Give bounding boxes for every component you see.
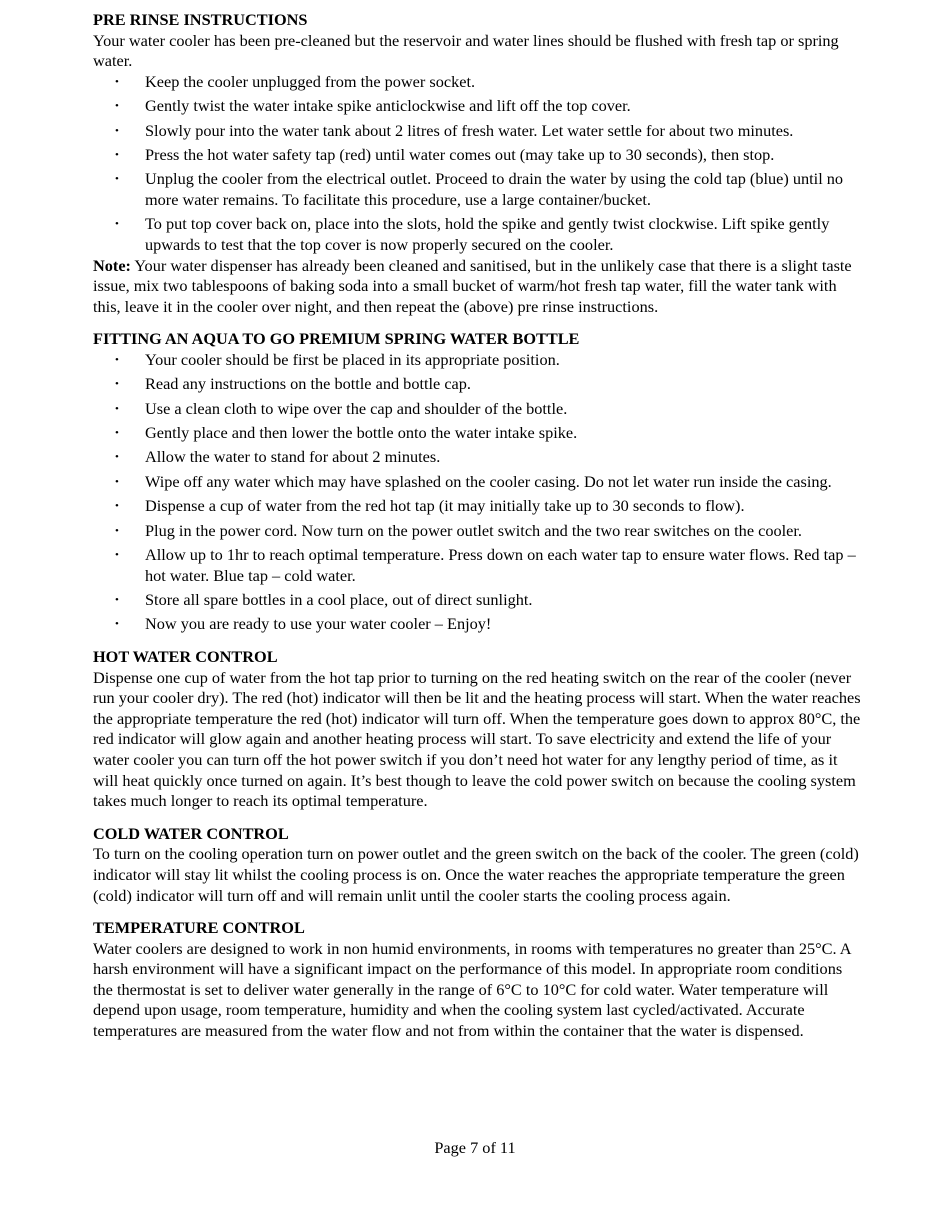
list-item (93, 169, 863, 210)
list-item-text: Allow the water to stand for about 2 minutes. (145, 447, 441, 467)
list-item (93, 545, 863, 586)
bullet-icon: • (115, 100, 119, 113)
bullet-icon: • (115, 148, 119, 161)
hot-water-section (93, 647, 863, 812)
list-item (93, 350, 863, 371)
bullet-icon: • (115, 173, 119, 186)
list-item-text: Store all spare bottles in a cool place, out of direct sunlight. (145, 590, 533, 609)
list-item (93, 447, 863, 468)
list-item-text: Slowly pour into the water tank about 2 litres of fresh water. Let water settle for about two minutes. (145, 120, 794, 140)
list-item (93, 121, 863, 142)
bullet-icon: • (115, 475, 119, 488)
bullet-icon: • (115, 549, 119, 562)
pre-rinse-list (93, 72, 863, 256)
bullet-icon: • (115, 594, 119, 606)
hot-water-heading: HOT WATER CONTROL (93, 646, 278, 666)
cold-water-section (93, 824, 863, 906)
temperature-heading: TEMPERATURE CONTROL (93, 918, 305, 938)
list-item (93, 374, 863, 395)
bullet-icon: • (115, 378, 119, 391)
list-item-text: To put top cover back on, place into the slots, hold the spike and gently twist clockwise. Lift spike gently upwards to test that the top cover is now properly secured on the cooler. (145, 214, 830, 254)
pre-rinse-section (93, 10, 863, 317)
bullet-icon: • (115, 402, 119, 415)
list-item-text: Wipe off any water which may have splashed on the cooler casing. Do not let water run inside the casing. (145, 471, 832, 491)
list-item (93, 72, 863, 93)
cold-water-body: To turn on the cooling operation turn on power outlet and the green switch on the back of the cooler. The green (cold) indicator will stay lit whilst the cooling process is on. Once the water reaches the appropriate temperature the green (cold) indicator will turn off and will remain unlit until the cooler starts the cooling process again. (93, 844, 859, 905)
cold-water-heading: COLD WATER CONTROL (93, 823, 289, 843)
bullet-icon: • (115, 524, 119, 537)
fitting-section (93, 329, 863, 635)
bullet-icon: • (115, 427, 119, 440)
list-item (93, 472, 863, 493)
note-label: Note: (93, 255, 131, 275)
page-number: Page 7 of 11 (434, 1138, 516, 1157)
bullet-icon: • (115, 451, 119, 464)
list-item-text: Now you are ready to use your water cooler – Enjoy! (145, 614, 492, 634)
list-item-text: Press the hot water safety tap (red) until water comes out (may take up to 30 seconds), then stop. (145, 144, 775, 164)
list-item-text: Plug in the power cord. Now turn on the power outlet switch and the two rear switches on the cooler. (145, 520, 802, 540)
list-item (93, 521, 863, 542)
pre-rinse-note (93, 256, 863, 318)
list-item-text: Gently place and then lower the bottle onto the water intake spike. (145, 423, 578, 443)
bullet-icon: • (115, 500, 119, 513)
fitting-heading: FITTING AN AQUA TO GO PREMIUM SPRING WATER BOTTLE (93, 329, 580, 349)
bullet-icon: • (115, 618, 119, 631)
bullet-icon: • (115, 124, 119, 137)
temperature-body: Water coolers are designed to work in non humid environments, in rooms with temperatures no greater than 25°C. A harsh environment will have a significant impact on the performance of this model. In appropriate room conditions the thermostat is set to deliver water generally in the range of 6°C to 10°C for cold water. Water temperature will depend upon usage, room temperature, humidity and when the cooling system last cycled/activated. Accurate temperatures are measured from the water flow and not from within the container that the water is dispensed. (93, 938, 851, 1041)
document-page (93, 10, 863, 1042)
bullet-icon: • (115, 218, 119, 231)
temperature-section (93, 918, 863, 1042)
list-item (93, 214, 863, 255)
list-item-text: Gently twist the water intake spike anticlockwise and lift off the top cover. (145, 96, 631, 116)
pre-rinse-intro: Your water cooler has been pre-cleaned but the reservoir and water lines should be flushed with fresh tap or spring water. (93, 30, 839, 71)
list-item (93, 614, 863, 635)
list-item (93, 96, 863, 117)
list-item-text: Unplug the cooler from the electrical outlet. Proceed to drain the water by using the cold tap (blue) until no more water remains. To facilitate this procedure, use a large container/bucket. (145, 169, 844, 209)
list-item (93, 423, 863, 444)
list-item (93, 496, 863, 517)
list-item (93, 399, 863, 420)
list-item-text: Use a clean cloth to wipe over the cap and shoulder of the bottle. (145, 398, 568, 418)
list-item-text: Your cooler should be first be placed in its appropriate position. (145, 349, 560, 369)
fitting-list (93, 350, 863, 635)
pre-rinse-heading: PRE RINSE INSTRUCTIONS (93, 10, 308, 29)
list-item (93, 590, 863, 611)
bullet-icon: • (115, 75, 119, 88)
note-text: Your water dispenser has already been cleaned and sanitised, but in the unlikely case that there is a slight taste issue, mix two tablespoons of baking soda into a small bucket of warm/hot fresh tap water, fill the water tank with this, leave it in the cooler over night, and then repeat the (above) pre rinse instructions. (93, 255, 852, 316)
list-item-text: Dispense a cup of water from the red hot tap (it may initially take up to 30 seconds to flow). (145, 496, 745, 516)
list-item (93, 145, 863, 166)
list-item-text: Keep the cooler unplugged from the power socket. (145, 71, 476, 91)
bullet-icon: • (115, 353, 119, 366)
list-item-text: Allow up to 1hr to reach optimal temperature. Press down on each water tap to ensure water flows. Red tap – hot water. Blue tap – cold water. (145, 545, 856, 585)
hot-water-body: Dispense one cup of water from the hot tap prior to turning on the red heating switch on the rear of the cooler (never run your cooler dry). The red (hot) indicator will then be lit and the heating process will start. When the water reaches the appropriate temperature the red (hot) indicator will turn off. When the temperature goes down to approx 80°C, the red indicator will glow again and another heating process will start. To save electricity and extend the life of your water cooler you can turn off the hot power switch if you don’t need hot water for any lengthy period of time, as it will heat quickly once turned on again. It’s best though to leave the cold power switch on because the cooling system takes much longer to reach its optimal temperature. (93, 667, 861, 811)
list-item-text: Read any instructions on the bottle and bottle cap. (145, 374, 471, 394)
